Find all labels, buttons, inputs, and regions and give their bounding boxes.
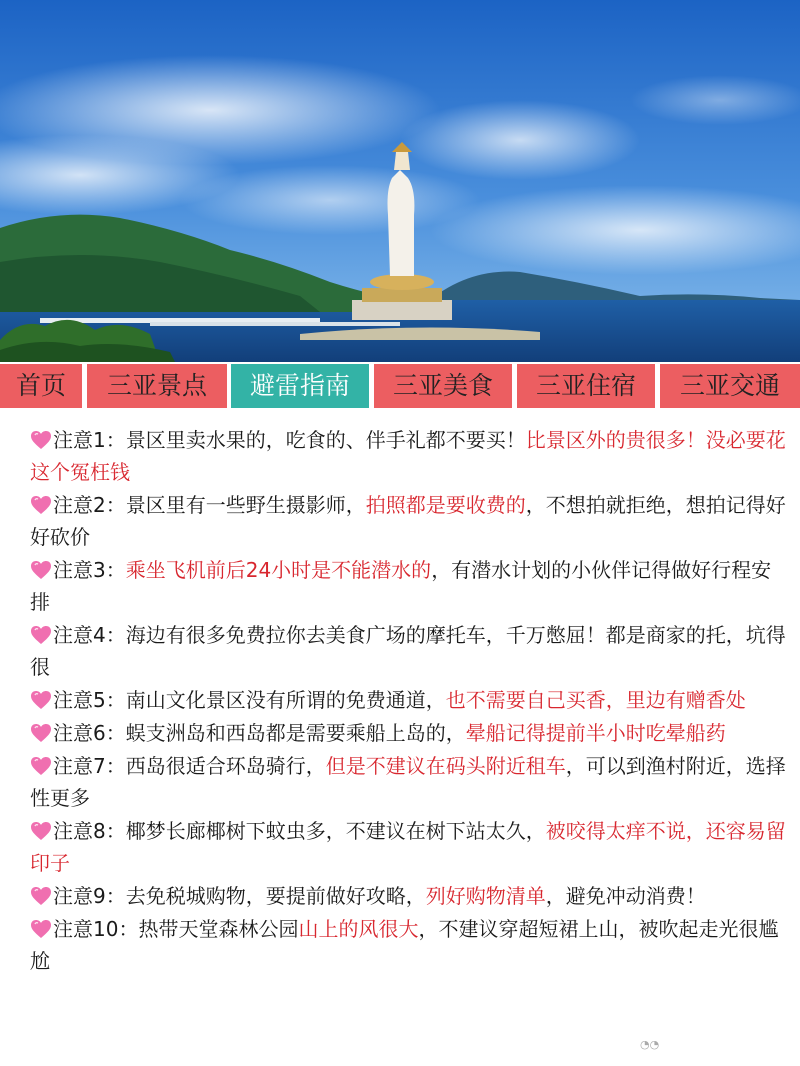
- category-nav: [0, 362, 800, 410]
- heart-icon: [30, 687, 52, 707]
- tip-text: ，不想拍就拒绝，想拍记得好好砍价: [30, 493, 786, 549]
- tab-avoid-pitfalls-guide[interactable]: 避雷指南: [231, 364, 369, 408]
- tip-highlight-text: 列好购物清单: [425, 884, 546, 908]
- heart-icon: [30, 720, 52, 740]
- tip-text: ，可以到渔村附近，选择性更多: [30, 754, 786, 810]
- tip-text: 去免税城购物，要提前做好攻略，: [125, 884, 426, 908]
- tip-text: 南山文化景区没有所谓的免费通道，: [125, 688, 446, 712]
- tip-text: 椰梦长廊椰树下蚊虫多，不建议在树下站太久，: [125, 819, 546, 843]
- heart-icon: [30, 622, 52, 642]
- tip-label: 注意6：: [53, 721, 126, 745]
- tip-highlight-text: 拍照都是要收费的: [365, 493, 526, 517]
- tip-item: [30, 619, 790, 683]
- tip-highlight-text: 晕船记得提前半小时吃晕船药: [465, 721, 726, 745]
- tip-text: ，避免冲动消费！: [545, 884, 706, 908]
- heart-icon: [30, 427, 52, 447]
- tip-item: [30, 750, 790, 814]
- tab-sanya-lodging[interactable]: 三亚住宿: [517, 364, 655, 408]
- tip-item: [30, 489, 790, 553]
- tip-item: [30, 815, 790, 879]
- heart-icon: [30, 557, 52, 577]
- tip-text: 景区里卖水果的，吃食的、伴手礼都不要买！: [125, 428, 526, 452]
- tip-text: 热带天堂森林公园: [138, 917, 299, 941]
- tip-text: 蜈支洲岛和西岛都是需要乘船上岛的，: [125, 721, 466, 745]
- tip-highlight-text: 被咬得太痒不说，还容易留印子: [30, 819, 786, 875]
- tip-item: [30, 913, 790, 977]
- tip-highlight-text: 但是不建议在码头附近租车: [325, 754, 566, 778]
- tab-home[interactable]: 首页: [0, 364, 82, 408]
- tip-label: 注意7：: [53, 754, 126, 778]
- heart-icon: [30, 916, 52, 936]
- tip-label: 注意4：: [53, 623, 126, 647]
- heart-icon: [30, 818, 52, 838]
- hero-image-guanyin-statue: [0, 0, 800, 362]
- tip-label: 注意1：: [53, 428, 126, 452]
- tab-sanya-transport[interactable]: 三亚交通: [660, 364, 800, 408]
- tab-sanya-attractions[interactable]: 三亚景点: [87, 364, 227, 408]
- tip-item: [30, 717, 790, 749]
- tips-list: [30, 424, 790, 978]
- tip-highlight-text: 比景区外的贵很多！没必要花这个冤枉钱: [30, 428, 786, 484]
- tip-highlight-text: 山上的风很大: [298, 917, 419, 941]
- tip-item: [30, 424, 790, 488]
- watermark-icon: ◔◔: [640, 1038, 660, 1051]
- tip-item: [30, 880, 790, 912]
- tip-label: 注意2：: [53, 493, 126, 517]
- heart-icon: [30, 492, 52, 512]
- tip-highlight-text: 乘坐飞机前后24小时是不能潜水的: [125, 558, 432, 582]
- tip-text: ，有潜水计划的小伙伴记得做好行程安排: [30, 558, 772, 614]
- tip-label: 注意8：: [53, 819, 126, 843]
- tip-text: 海边有很多免费拉你去美食广场的摩托车，千万憋屈！都是商家的托，坑得很: [30, 623, 786, 679]
- tip-text: ，不建议穿超短裙上山，被吹起走光很尴尬: [30, 917, 779, 973]
- tip-text: 景区里有一些野生摄影师，: [125, 493, 366, 517]
- tip-text: 西岛很适合环岛骑行，: [125, 754, 326, 778]
- tip-label: 注意10：: [53, 917, 139, 941]
- tip-label: 注意3：: [53, 558, 126, 582]
- tab-sanya-food[interactable]: 三亚美食: [374, 364, 512, 408]
- tip-label: 注意9：: [53, 884, 126, 908]
- tip-item: [30, 684, 790, 716]
- heart-icon: [30, 753, 52, 773]
- tip-highlight-text: 也不需要自己买香，里边有赠香处: [445, 688, 746, 712]
- tip-item: [30, 554, 790, 618]
- heart-icon: [30, 883, 52, 903]
- tip-label: 注意5：: [53, 688, 126, 712]
- hero-scene: [0, 0, 800, 362]
